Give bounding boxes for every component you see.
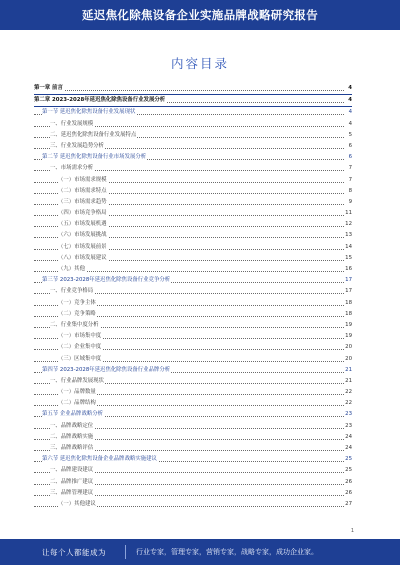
toc-entry[interactable] bbox=[34, 309, 352, 320]
toc-entry-label: 一、品牌建设建议 bbox=[50, 467, 94, 474]
toc-entry[interactable] bbox=[34, 275, 352, 286]
toc-entry-page: 23 bbox=[344, 409, 352, 420]
toc-entry-page: 18 bbox=[344, 298, 352, 309]
toc-entry-page: 21 bbox=[344, 376, 352, 387]
toc-entry-label: 三、品牌战略评估 bbox=[50, 445, 94, 451]
toc-entry-page: 22 bbox=[344, 398, 352, 409]
toc-entry[interactable] bbox=[34, 365, 352, 376]
toc-entry[interactable] bbox=[34, 208, 352, 219]
toc-entry-page: 24 bbox=[344, 432, 352, 443]
toc-entry-label: （三）市场需求趋势 bbox=[58, 198, 107, 205]
toc-entry[interactable] bbox=[34, 197, 352, 208]
toc-entry-page: 26 bbox=[344, 488, 352, 499]
toc-entry-page: 20 bbox=[344, 342, 352, 353]
toc-entry-page: 19 bbox=[344, 320, 352, 331]
toc-entry[interactable] bbox=[34, 119, 352, 130]
footer-banner bbox=[0, 539, 400, 565]
toc-entry-page: 24 bbox=[344, 443, 352, 454]
toc-entry-page: 27 bbox=[344, 499, 352, 510]
toc-entry-page: 5 bbox=[344, 130, 352, 141]
toc-heading: 内容目录 bbox=[170, 56, 229, 71]
toc-entry-page: 25 bbox=[344, 465, 352, 476]
toc-entry-page: 20 bbox=[344, 354, 352, 365]
toc-entry[interactable] bbox=[34, 398, 352, 409]
toc-entry-label: （二）竞争策略 bbox=[58, 310, 96, 317]
toc-entry-label: 二、延迟焦化除焦设备行业发展特点 bbox=[50, 131, 137, 138]
toc-entry[interactable] bbox=[34, 342, 352, 353]
toc-entry[interactable] bbox=[34, 286, 352, 297]
toc-entry[interactable] bbox=[34, 387, 352, 398]
toc-entry-label: （一）其他建议 bbox=[58, 500, 96, 507]
toc-entry[interactable] bbox=[34, 499, 352, 510]
toc-entry-page: 6 bbox=[344, 152, 352, 163]
toc-entry-page: 11 bbox=[344, 208, 352, 219]
toc-entry-page: 23 bbox=[344, 421, 352, 432]
toc-entry[interactable] bbox=[34, 454, 352, 465]
toc-entry-page: 26 bbox=[344, 477, 352, 488]
toc-entry-page: 21 bbox=[344, 365, 352, 376]
toc-entry[interactable] bbox=[34, 83, 352, 95]
toc-entry-label: （八）市场发展建议 bbox=[58, 254, 107, 261]
toc-entry-page: 16 bbox=[344, 264, 352, 275]
toc-entry-label: 三、行业发展趋势分析 bbox=[50, 142, 104, 149]
toc-entry-page: 7 bbox=[344, 175, 352, 186]
toc-entry-label: 一、品牌战略定位 bbox=[50, 422, 94, 429]
footer-slogan: 让每个人都能成为 bbox=[42, 548, 106, 557]
toc-entry-page: 7 bbox=[344, 163, 352, 174]
page-number: 1 bbox=[350, 528, 354, 534]
toc-entry-label: 第六节 延迟焦化除焦设备企业品牌战略实施建议 bbox=[42, 456, 157, 463]
toc-entry[interactable] bbox=[34, 331, 352, 342]
footer-divider bbox=[125, 545, 126, 559]
toc-entry[interactable] bbox=[34, 186, 352, 197]
toc-entry-label: 第五节 企业品牌战略分析 bbox=[42, 411, 104, 418]
toc-entry-label: 第二节 延迟焦化除焦设备行业市场发展分析 bbox=[42, 154, 147, 161]
toc-entry-label: （九）其他 bbox=[58, 266, 85, 272]
toc-entry-label: （三）区域集中度 bbox=[58, 355, 102, 362]
toc-entry[interactable] bbox=[34, 242, 352, 253]
toc-entry-label: （七）市场发展前景 bbox=[58, 243, 107, 250]
toc-entry[interactable] bbox=[34, 488, 352, 499]
toc-entry-label: （一）品牌数量 bbox=[58, 389, 96, 396]
toc-entry[interactable] bbox=[34, 409, 352, 420]
toc-entry[interactable] bbox=[34, 465, 352, 476]
toc-entry[interactable] bbox=[34, 107, 352, 118]
toc-entry[interactable] bbox=[34, 432, 352, 443]
toc-entry[interactable] bbox=[34, 152, 352, 163]
toc-entry[interactable] bbox=[34, 230, 352, 241]
toc-entry-label: 第一节 延迟焦化除焦设备行业发展现状 bbox=[42, 109, 136, 116]
toc-entry-page: 17 bbox=[344, 286, 352, 297]
toc-entry-label: 二、品牌推广建议 bbox=[50, 478, 94, 485]
toc-entry[interactable] bbox=[34, 219, 352, 230]
toc-entry-label: 一、市场需求分析 bbox=[50, 165, 94, 172]
toc-entry[interactable] bbox=[34, 376, 352, 387]
toc-entry-page: 9 bbox=[344, 197, 352, 208]
toc-entry-page: 14 bbox=[344, 242, 352, 253]
toc-entry-page: 4 bbox=[344, 107, 352, 118]
toc-entry-label: （五）市场发展机遇 bbox=[58, 221, 107, 228]
footer-tags: 行业专家，管理专家，营销专家，战略专家，成功企业家。 bbox=[136, 548, 318, 556]
toc-entry-page: 15 bbox=[344, 253, 352, 264]
toc-entry[interactable] bbox=[34, 264, 352, 275]
toc-entry-page: 12 bbox=[344, 219, 352, 230]
toc-entry[interactable] bbox=[34, 130, 352, 141]
toc-entry-label: 一、行业竞争格局 bbox=[50, 288, 94, 295]
toc-entry[interactable] bbox=[34, 95, 352, 107]
report-title: 延迟焦化除焦设备企业实施品牌战略研究报告 bbox=[82, 8, 318, 22]
toc-entry-label: （四）市场竞争格局 bbox=[58, 210, 107, 217]
toc-entry-page: 4 bbox=[344, 95, 352, 106]
toc-entry-label: （二）市场需求特点 bbox=[58, 187, 107, 194]
toc-entry-page: 8 bbox=[344, 186, 352, 197]
toc-entry-page: 17 bbox=[344, 275, 352, 286]
toc-entry[interactable] bbox=[34, 443, 352, 454]
toc-entry-label: （一）市场集中度 bbox=[58, 333, 102, 340]
toc-entry-label: 第一章 前言 bbox=[34, 85, 63, 91]
toc-entry-label: （六）市场发展挑战 bbox=[58, 232, 107, 239]
toc-entry-label: 二、品牌战略实施 bbox=[50, 433, 94, 440]
toc-entry-label: 二、行业集中度分析 bbox=[50, 321, 99, 328]
toc-entry[interactable] bbox=[34, 253, 352, 264]
toc-entry[interactable] bbox=[34, 477, 352, 488]
toc-entry[interactable] bbox=[34, 320, 352, 331]
toc-entry[interactable] bbox=[34, 175, 352, 186]
toc-entry-page: 18 bbox=[344, 309, 352, 320]
toc-entry-label: 一、行业品牌发展现状 bbox=[50, 377, 104, 384]
toc-entry-label: 一、行业发展规模 bbox=[50, 120, 94, 127]
toc-entry[interactable] bbox=[34, 163, 352, 174]
toc-entry-page: 4 bbox=[344, 83, 352, 94]
toc-entry-page: 19 bbox=[344, 331, 352, 342]
toc-entry-page: 13 bbox=[344, 230, 352, 241]
toc-entry-label: （一）市场需求规模 bbox=[58, 176, 107, 183]
toc-entry[interactable] bbox=[34, 298, 352, 309]
toc-entry-page: 6 bbox=[344, 141, 352, 152]
toc-entry-page: 4 bbox=[344, 119, 352, 130]
toc-entry-label: 第二章 2023-2028年延迟焦化除焦设备行业发展分析 bbox=[34, 97, 166, 104]
toc-entry-label: 第三节 2023-2028年延迟焦化除焦设备行业竞争分析 bbox=[42, 277, 171, 284]
toc-entry-label: （一）竞争主体 bbox=[58, 299, 96, 306]
toc-entry-page: 25 bbox=[344, 454, 352, 465]
header-banner bbox=[0, 0, 400, 30]
toc-entry-page: 22 bbox=[344, 387, 352, 398]
toc-entry[interactable] bbox=[34, 421, 352, 432]
toc-leader-dots bbox=[34, 90, 346, 91]
toc-entry-label: 第四节 2023-2028年延迟焦化除焦设备行业品牌分析 bbox=[42, 366, 171, 373]
toc-entry-label: （二）企业集中度 bbox=[58, 344, 102, 351]
toc-entry[interactable] bbox=[34, 141, 352, 152]
toc-entry-label: 三、品牌管理建议 bbox=[50, 489, 94, 496]
table-of-contents bbox=[34, 83, 352, 510]
toc-entry-label: （二）品牌结构 bbox=[58, 400, 96, 407]
toc-entry[interactable] bbox=[34, 354, 352, 365]
